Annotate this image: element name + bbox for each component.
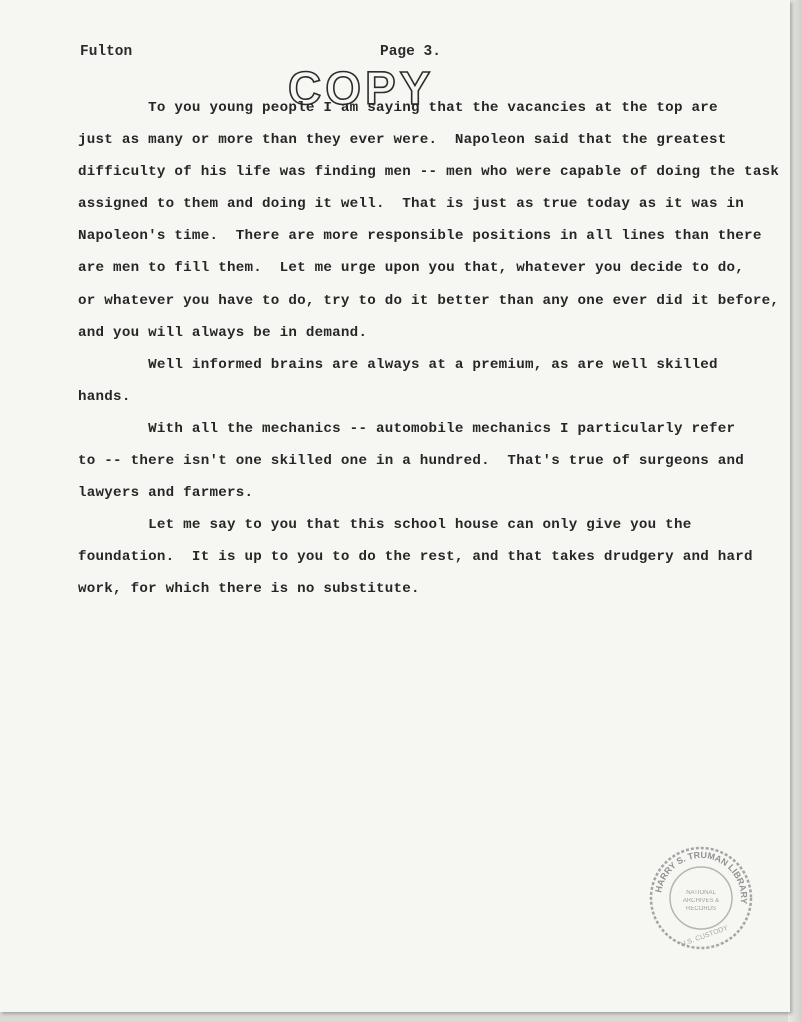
svg-text:U.S. CUSTODY: U.S. CUSTODY: [679, 924, 730, 949]
svg-text:RECORDS: RECORDS: [685, 906, 717, 912]
page-edge: [788, 0, 802, 1022]
text-line: to -- there isn't one skilled one in a hundred. That's true of surgeons and: [78, 453, 745, 470]
text-line: are men to fill them. Let me urge upon you that, whatever you decide to do,: [78, 260, 745, 277]
archive-seal-icon: [645, 842, 757, 954]
copy-stamp: COPY: [288, 62, 435, 114]
header-name: Fulton: [80, 44, 133, 60]
text-line: assigned to them and doing it well. That is just as true today as it was in: [78, 196, 745, 213]
text-line: Napoleon's time. There are more responsible positions in all lines than there: [78, 228, 762, 245]
svg-text:HARRY S. TRUMAN LIBRARY: [653, 850, 749, 904]
text-line: With all the mechanics -- automobile mechanics I particularly refer: [78, 420, 736, 437]
text-line: To you young people I am saying that the vacancies at the top are: [78, 100, 718, 116]
svg-text:ARCHIVES &: ARCHIVES &: [682, 898, 720, 904]
text-line: and you will always be in demand.: [78, 324, 368, 341]
text-line: work, for which there is no substitute.: [78, 581, 420, 598]
seal-ring-text: HARRY S. TRUMAN LIBRARY: [653, 849, 750, 905]
svg-text:NATIONAL: NATIONAL: [686, 890, 716, 896]
document-body: [78, 92, 780, 606]
text-line: hands.: [78, 388, 131, 405]
text-line: or whatever you have to do, try to do it better than any one ever did it before,: [78, 292, 780, 309]
text-line: Well informed brains are always at a premium, as are well skilled: [78, 356, 718, 373]
page-number: Page 3.: [380, 44, 441, 60]
text-line: just as many or more than they ever were. Napoleon said that the greatest: [78, 132, 727, 149]
text-line: foundation. It is up to you to do the rest, and that takes drudgery and hard: [78, 549, 753, 566]
text-line: Let me say to you that this school house can only give you the: [78, 517, 692, 534]
text-line: difficulty of his life was finding men -- men who were capable of doing the task: [78, 164, 780, 181]
text-line: lawyers and farmers.: [78, 485, 254, 502]
